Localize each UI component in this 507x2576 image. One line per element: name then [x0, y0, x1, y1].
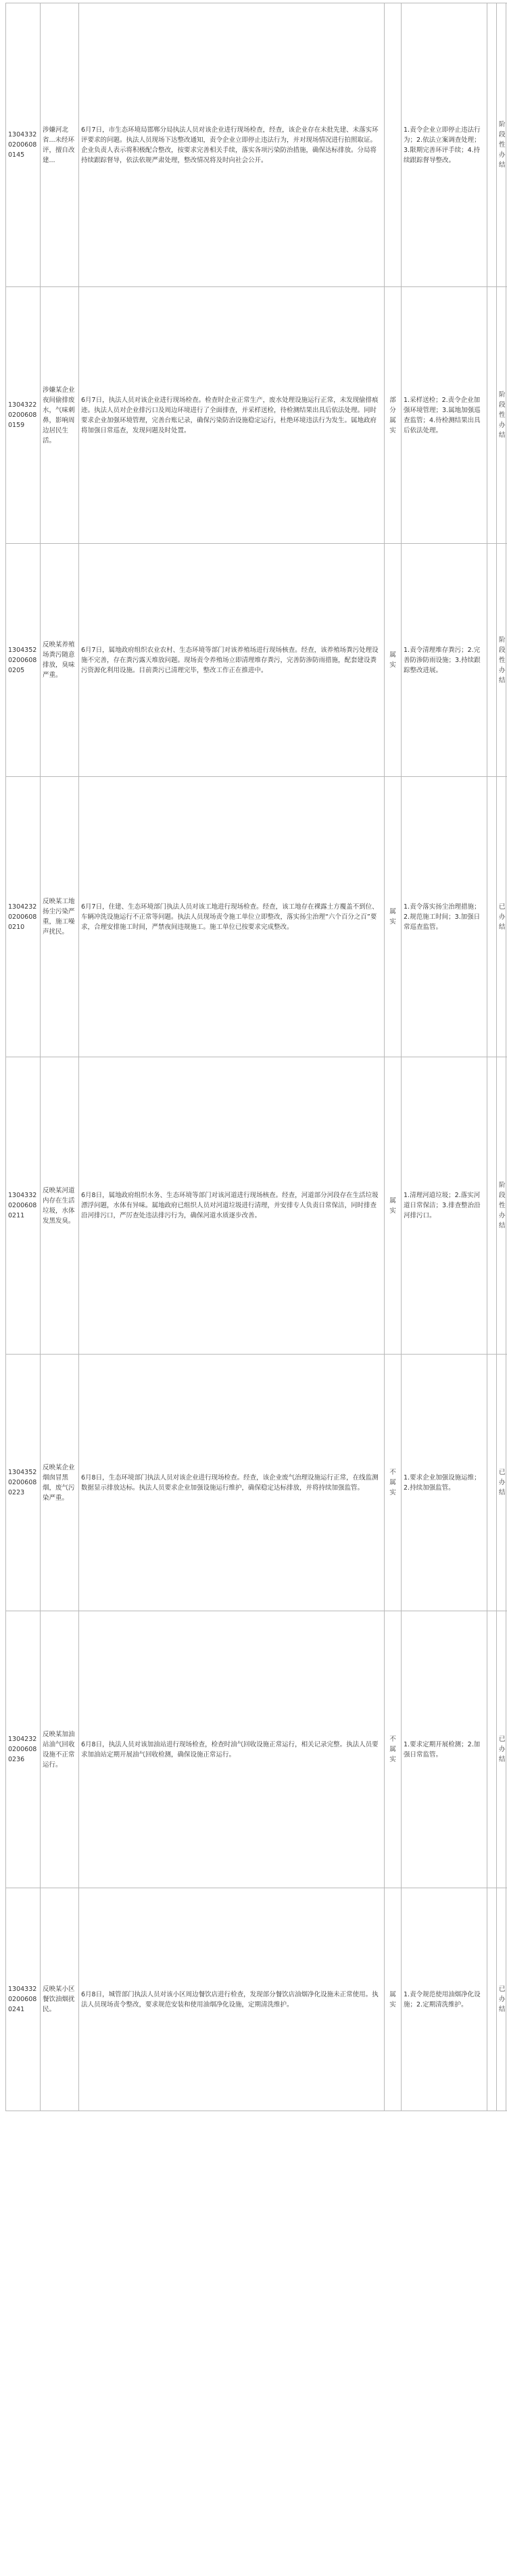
flag-cell [487, 1888, 497, 2111]
handling-result-cell-text: 1.责令落实扬尘治理措施；2.规范施工时间；3.加强日常巡查监管。 [404, 903, 481, 931]
handling-result-cell-text: 1.责令企业立即停止违法行为；2.依法立案调查处理；3.限期完善环评手续；4.持续跟踪督导整改。 [404, 126, 481, 164]
complaint-object-cell-text: 反映某小区餐饮油烟扰民。 [43, 1986, 75, 2013]
verification-level-cell-text: 不属实 [389, 1736, 396, 1763]
investigation-text-cell [79, 544, 385, 777]
verification-level-cell [385, 1888, 402, 2111]
complaint-object-cell [41, 3, 79, 287]
status-cell-text: 已办结 [499, 1736, 506, 1763]
table-row [6, 3, 507, 287]
case-id-cell [6, 1057, 41, 1355]
investigation-text-cell [79, 1355, 385, 1611]
table-row [6, 1057, 507, 1355]
verification-level-cell [385, 287, 402, 544]
handling-result-cell [402, 3, 487, 287]
flag-cell [487, 777, 497, 1057]
investigation-text-cell-text: 6月8日，生态环境部门执法人员对该企业进行现场检查。经查，该企业废气治理设施运行正常，在线监测数据显示排放达标。执法人员要求企业加强设施运行维护，确保稳定达标排放，并将持续加强监管。 [81, 1473, 379, 1492]
flag-cell [487, 544, 497, 777]
complaint-object-cell [41, 1057, 79, 1355]
verification-level-cell-text: 不属实 [389, 1469, 396, 1496]
complaint-object-cell-text: 涉嫌河北省...未经环评，擅自改建... [43, 126, 75, 164]
status-cell-text: 阶段性办结 [499, 121, 506, 169]
handling-result-cell [402, 1611, 487, 1888]
status-cell-text: 阶段性办结 [499, 636, 506, 684]
handling-result-cell-text: 1.清理河道垃圾；2.落实河道日常保洁；3.排查整治沿河排污口。 [404, 1192, 481, 1219]
investigation-text-cell-text: 6月7日，执法人员对该企业进行现场检查。检查时企业正常生产，废水处理设施运行正常，未发现偷排痕迹。执法人员对企业排污口及周边环境进行了全面排查，并采样送检，待检测结果出具后依法处理。同时要求企业加强环境管理，完善台账记录，确保污染防治设施稳定运行，杜绝环境违法行为发生。属地政府将加强日常巡查，发现问题及时处置。 [81, 396, 379, 434]
handling-result-cell [402, 1057, 487, 1355]
table-row [6, 777, 507, 1057]
case-id-cell-text: 130433202006080211 [8, 1192, 37, 1219]
status-cell-text: 已办结 [499, 1986, 506, 2013]
case-id-cell-text: 130432202006080159 [8, 401, 37, 429]
verification-level-cell [385, 777, 402, 1057]
investigation-text-cell [79, 3, 385, 287]
case-id-cell [6, 3, 41, 287]
complaint-object-cell [41, 1355, 79, 1611]
handling-result-cell [402, 287, 487, 544]
handling-result-cell [402, 777, 487, 1057]
case-id-cell-text: 130433202006080241 [8, 1986, 37, 2013]
investigation-text-cell [79, 1888, 385, 2111]
table-body [6, 3, 507, 2111]
verification-level-cell [385, 1057, 402, 1355]
handling-result-cell [402, 1355, 487, 1611]
status-cell-text: 已办结 [499, 903, 506, 931]
case-id-cell-text: 130423202006080236 [8, 1736, 37, 1763]
case-id-cell [6, 777, 41, 1057]
handling-result-cell-text: 1.责令规范使用油烟净化设施；2.定期清洗维护。 [404, 1990, 481, 2009]
status-cell [497, 1057, 506, 1355]
complaint-object-cell-text: 反映某河道内存在生活垃圾，水体发黑发臭。 [43, 1186, 75, 1225]
complaint-object-cell [41, 1611, 79, 1888]
case-id-cell-text: 130435202006080223 [8, 1469, 37, 1496]
status-cell [497, 777, 506, 1057]
table-row [6, 1888, 507, 2111]
investigation-text-cell-text: 6月8日，执法人员对该加油站进行现场检查，检查时油气回收设施正常运行，相关记录完整。执法人员要求加油站定期开展油气回收检测，确保设施正常运行。 [81, 1740, 379, 1759]
flag-cell [487, 1611, 497, 1888]
investigation-text-cell-text: 6月7日，市生态环境局邯郸分局执法人员对该企业进行现场检查，经查，该企业存在未批先建、未落实环评要求的问题。执法人员现场下达整改通知，责令企业立即停止违法行为，并对现场情况进行拍照取证。企业负责人表示将积极配合整改，按要求完善相关手续，落实各项污染防治措施，确保达标排放。分局将持续跟踪督导，依法依规严肃处理，整改情况将及时向社会公开。 [81, 126, 379, 164]
verification-level-cell-text: 属实 [389, 1196, 396, 1215]
investigation-text-cell-text: 6月7日，属地政府组织农业农村、生态环境等部门对该养殖场进行现场核查。经查，该养殖场粪污处理设施不完善，存在粪污露天堆放问题。现场责令养殖场立即清理堆存粪污，完善防渗防雨措施，配套建设粪污资源化利用设施。目前粪污已清理完毕，整改工作正在推进中。 [81, 646, 379, 674]
handling-result-cell-text: 1.采样送检；2.责令企业加强环境管理；3.属地加强巡查监管；4.待检测结果出具后依法处理。 [404, 396, 481, 434]
investigation-text-cell [79, 1611, 385, 1888]
verification-level-cell-text: 部分属实 [389, 396, 396, 434]
table-row [6, 1355, 507, 1611]
case-id-cell-text: 130423202006080210 [8, 903, 37, 931]
table-row [6, 287, 507, 544]
handling-result-cell-text: 1.责令清理堆存粪污；2.完善防渗防雨设施；3.持续跟踪整改进展。 [404, 646, 481, 674]
status-cell [497, 1611, 506, 1888]
case-id-cell [6, 1611, 41, 1888]
status-cell [497, 544, 506, 777]
handling-result-cell-text: 1.要求企业加强设施运维；2.持续加强监管。 [404, 1473, 481, 1492]
flag-cell [487, 287, 497, 544]
complaint-object-cell-text: 反映某加油站油气回收设施不正常运行。 [43, 1730, 75, 1769]
handling-result-cell [402, 1888, 487, 2111]
handling-result-cell [402, 544, 487, 777]
complaint-table [5, 3, 507, 2111]
status-cell [497, 1888, 506, 2111]
complaint-object-cell [41, 777, 79, 1057]
status-cell-text: 已办结 [499, 1469, 506, 1496]
verification-level-cell [385, 1611, 402, 1888]
investigation-text-cell [79, 777, 385, 1057]
investigation-text-cell-text: 6月8日，城管部门执法人员对该小区周边餐饮店进行检查，发现部分餐饮店油烟净化设施未正常使用。执法人员现场责令整改，要求规范安装和使用油烟净化设施，定期清洗维护。 [81, 1990, 379, 2009]
verification-level-cell-text: 属实 [389, 908, 396, 926]
investigation-text-cell [79, 1057, 385, 1355]
complaint-object-cell [41, 287, 79, 544]
flag-cell [487, 3, 497, 287]
table-row [6, 544, 507, 777]
status-cell [497, 287, 506, 544]
verification-level-cell-text: 属实 [389, 1990, 396, 2009]
handling-result-cell-text: 1.要求定期开展检测；2.加强日常监管。 [404, 1740, 481, 1759]
table-row [6, 1611, 507, 1888]
case-id-cell [6, 287, 41, 544]
complaint-object-cell-text: 涉嫌某企业夜间偷排废水，气味刺鼻，影响周边居民生活。 [43, 386, 75, 445]
status-cell-text: 阶段性办结 [499, 391, 506, 439]
complaint-object-cell-text: 反映某企业烟囱冒黑烟，废气污染严重。 [43, 1463, 75, 1502]
verification-level-cell-text: 属实 [389, 651, 396, 669]
flag-cell [487, 1355, 497, 1611]
verification-level-cell [385, 3, 402, 287]
case-id-cell [6, 1888, 41, 2111]
investigation-text-cell [79, 287, 385, 544]
case-id-cell [6, 544, 41, 777]
investigation-text-cell-text: 6月7日，住建、生态环境部门执法人员对该工地进行现场检查。经查，该工地存在裸露土方覆盖不到位、车辆冲洗设施运行不正常等问题。执法人员现场责令施工单位立即整改，落实扬尘治理“六个百分之百”要求，合理安排施工时间，严禁夜间违规施工。施工单位已按要求完成整改。 [81, 903, 379, 931]
verification-level-cell [385, 544, 402, 777]
complaint-object-cell [41, 1888, 79, 2111]
complaint-object-cell-text: 反映某工地扬尘污染严重，施工噪声扰民。 [43, 898, 75, 936]
complaint-object-cell-text: 反映某养殖场粪污随意排放，臭味严重。 [43, 641, 75, 679]
investigation-text-cell-text: 6月8日，属地政府组织水务、生态环境等部门对该河道进行现场核查。经查，河道部分河段存在生活垃圾漂浮问题，水体有异味。属地政府已组织人员对河道垃圾进行清理，并安排专人负责日常保洁，同时排查沿河排污口，严厉查处违法排污行为，确保河道水质逐步改善。 [81, 1192, 379, 1219]
verification-level-cell [385, 1355, 402, 1611]
flag-cell [487, 1057, 497, 1355]
case-id-cell-text: 130435202006080205 [8, 646, 37, 674]
case-id-cell-text: 130433202006080145 [8, 131, 37, 159]
status-cell [497, 1355, 506, 1611]
status-cell [497, 3, 506, 287]
status-cell-text: 阶段性办结 [499, 1182, 506, 1230]
case-id-cell [6, 1355, 41, 1611]
complaint-object-cell [41, 544, 79, 777]
